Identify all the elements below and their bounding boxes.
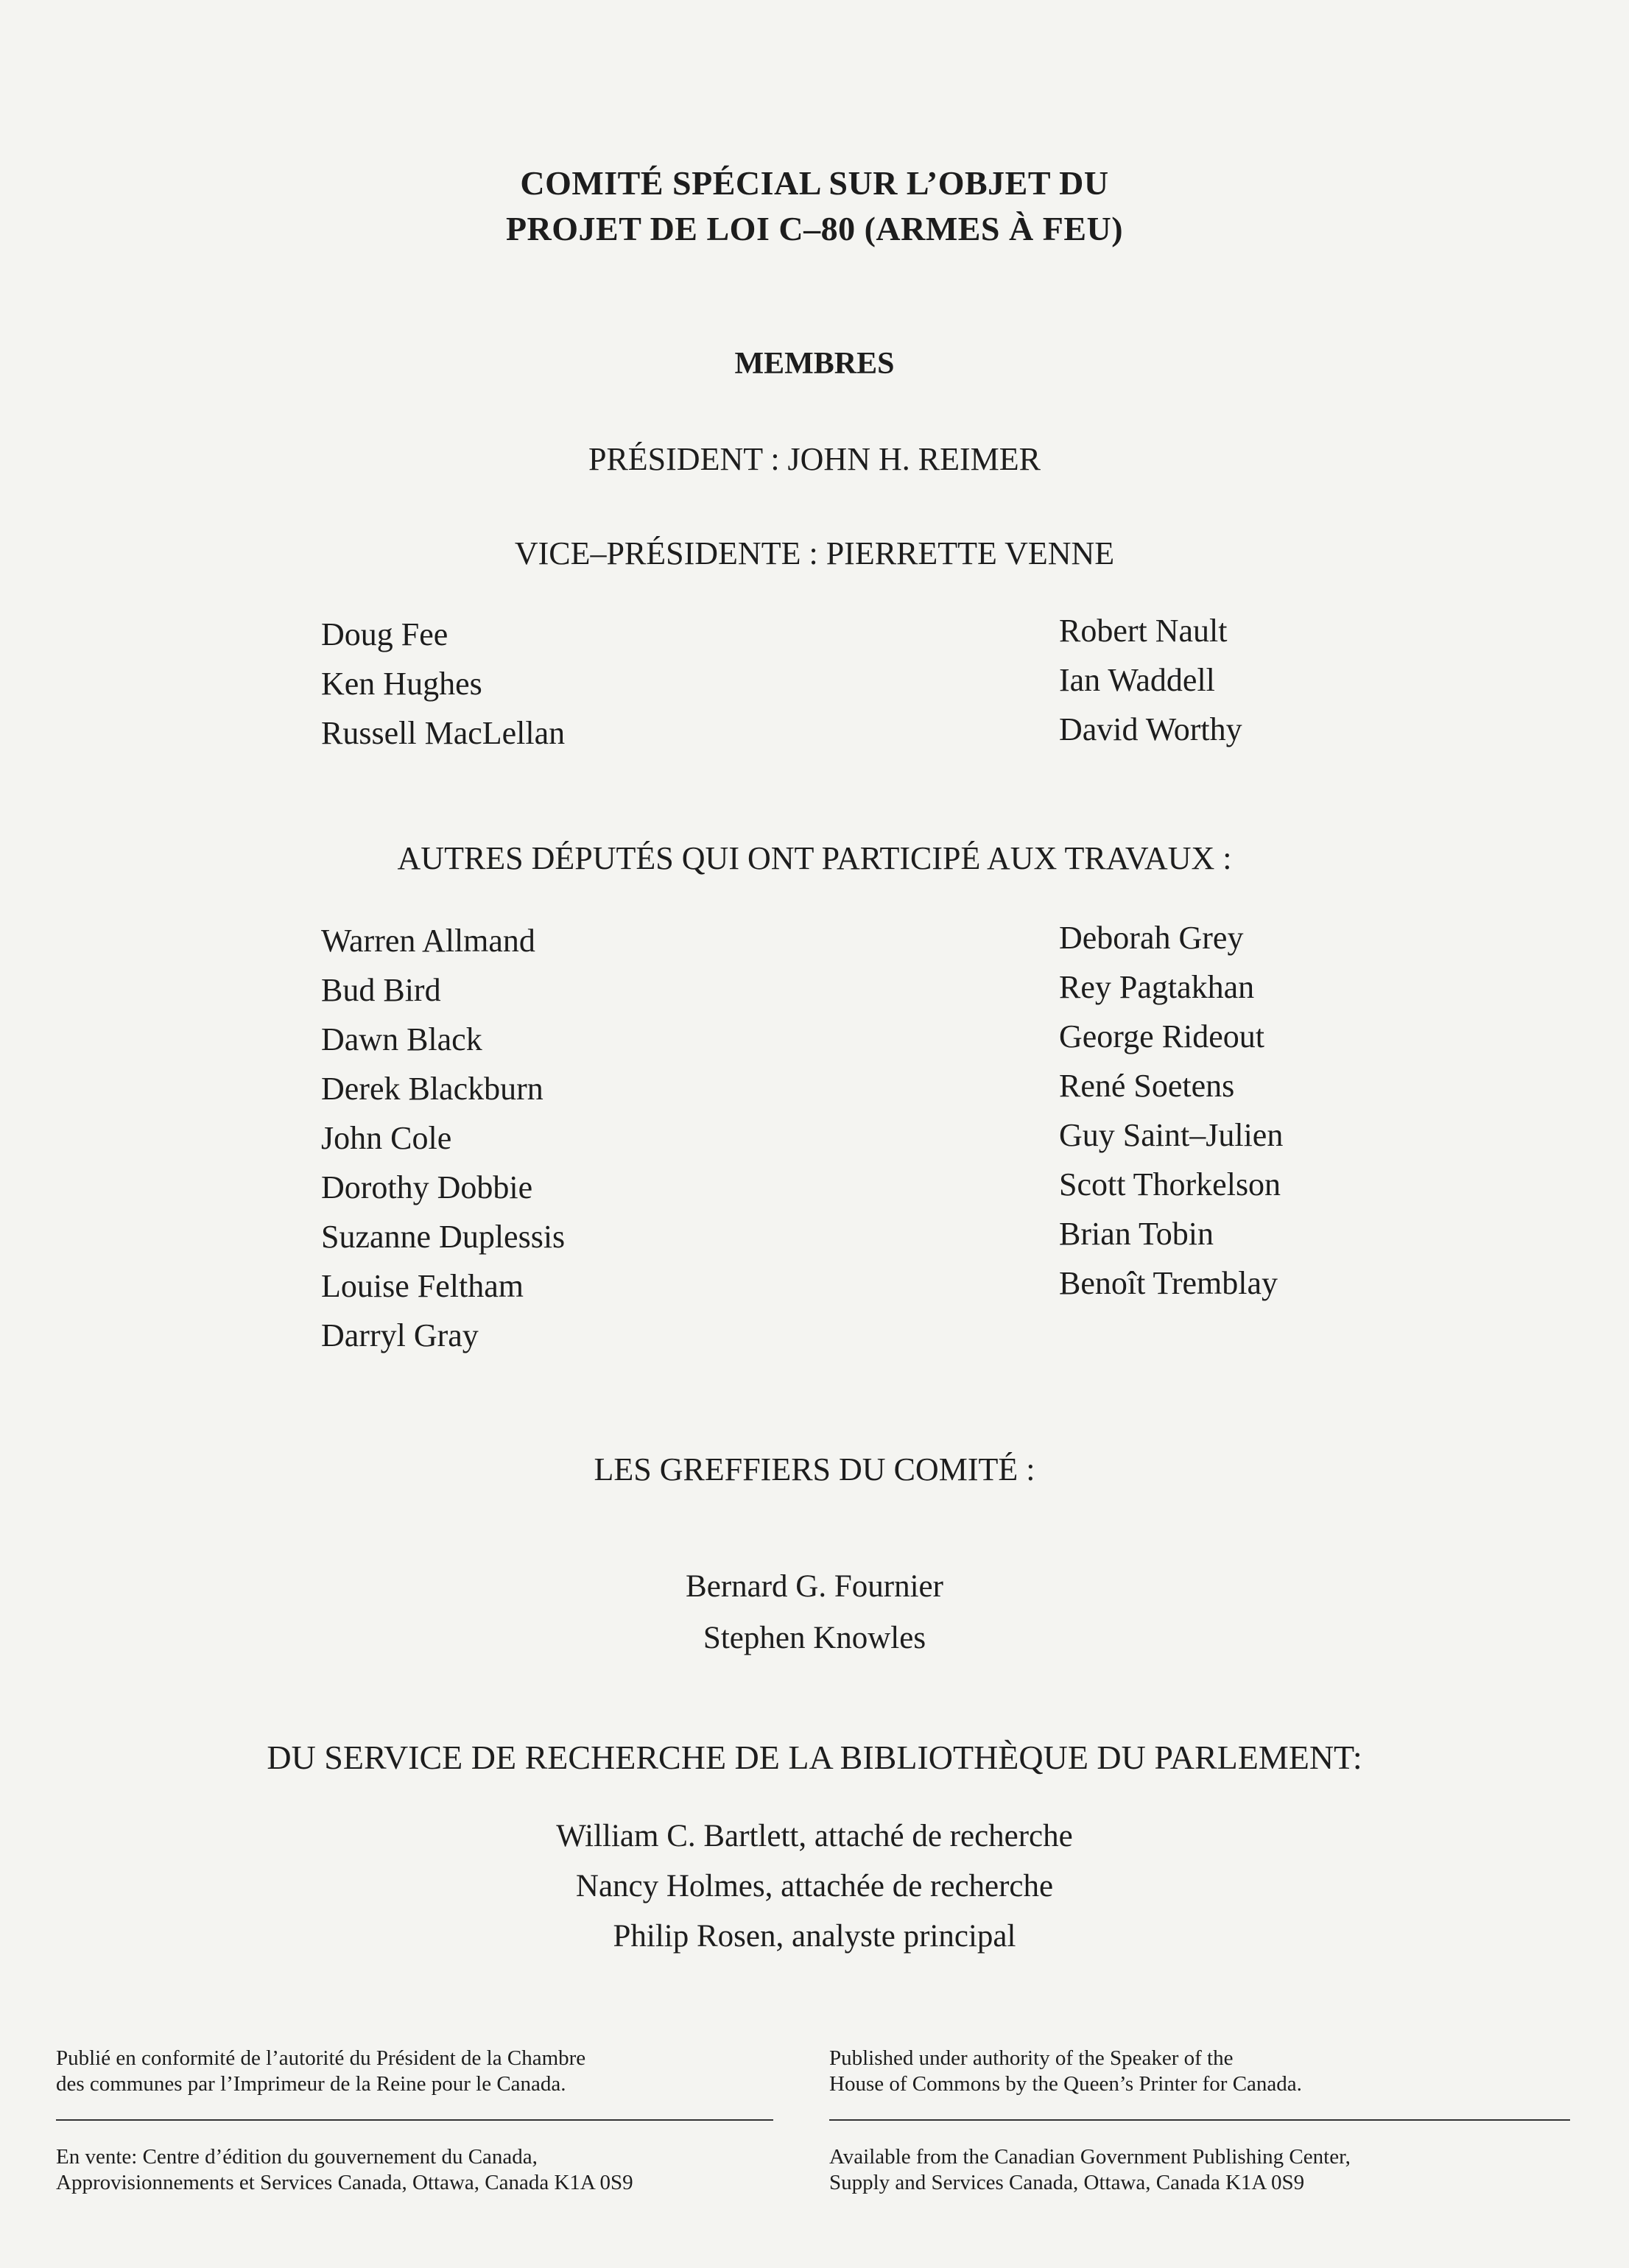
list-item: Deborah Grey: [1059, 920, 1244, 956]
footer-published-en: [829, 2046, 1536, 2097]
list-item: Warren Allmand: [321, 923, 535, 959]
clerks-heading: LES GREFFIERS DU COMITÉ :: [594, 1451, 1035, 1487]
committee-title-line-1: COMITÉ SPÉCIAL SUR L’OBJET DU: [520, 164, 1109, 202]
committee-title: [0, 161, 1629, 252]
other-members-heading: AUTRES DÉPUTÉS QUI ONT PARTICIPÉ AUX TRAVAUX :: [397, 840, 1232, 876]
list-item: René Soetens: [1059, 1068, 1235, 1104]
other-members-list-left: [321, 916, 565, 1360]
footer-line: Available from the Canadian Government Publishing Center,: [829, 2145, 1351, 2169]
list-item: Suzanne Duplessis: [321, 1219, 566, 1255]
list-item: Rey Pagtakhan: [1059, 969, 1255, 1005]
list-item: Bud Bird: [321, 972, 441, 1008]
list-item: Derek Blackburn: [321, 1071, 543, 1107]
list-item: Darryl Gray: [321, 1317, 479, 1353]
list-item: Brian Tobin: [1059, 1216, 1214, 1252]
president-line: PRÉSIDENT : JOHN H. REIMER: [588, 441, 1041, 477]
list-item: Benoît Tremblay: [1059, 1265, 1278, 1301]
footer-line: Supply and Services Canada, Ottawa, Canada K1A 0S9: [829, 2171, 1305, 2194]
members-list-right: [1059, 606, 1242, 754]
footer-published-fr: [56, 2046, 763, 2097]
clerks-list: [0, 1561, 1629, 1664]
members-list-left: [321, 610, 565, 758]
footer-line: En vente: Centre d’édition du gouvernement du Canada,: [56, 2145, 538, 2169]
committee-title-line-2: PROJET DE LOI C–80 (ARMES À FEU): [505, 210, 1124, 247]
list-item: David Worthy: [1059, 711, 1242, 747]
footer-divider-right: [829, 2119, 1570, 2121]
other-members-list-right: [1059, 913, 1283, 1308]
footer-line: Approvisionnements et Services Canada, Ottawa, Canada K1A 0S9: [56, 2171, 633, 2194]
list-item: Scott Thorkelson: [1059, 1166, 1281, 1202]
footer-line: House of Commons by the Queen’s Printer for Canada.: [829, 2072, 1302, 2096]
list-item: Philip Rosen, analyste principal: [613, 1919, 1016, 1954]
list-item: Doug Fee: [321, 616, 448, 652]
footer-sale-en: [829, 2144, 1536, 2196]
footer-divider-left: [56, 2119, 773, 2121]
list-item: Guy Saint–Julien: [1059, 1117, 1284, 1153]
members-heading: MEMBRES: [734, 347, 895, 381]
list-item: Stephen Knowles: [703, 1621, 926, 1655]
footer-sale-fr: [56, 2144, 763, 2196]
list-item: Dorothy Dobbie: [321, 1169, 533, 1205]
list-item: William C. Bartlett, attaché de recherche: [556, 1819, 1073, 1853]
list-item: Bernard G. Fournier: [686, 1569, 943, 1604]
footer-line: des communes par l’Imprimeur de la Reine pour le Canada.: [56, 2072, 566, 2096]
footer-line: Publié en conformité de l’autorité du Président de la Chambre: [56, 2046, 586, 2070]
list-item: Ian Waddell: [1059, 662, 1215, 698]
list-item: Robert Nault: [1059, 613, 1228, 649]
list-item: Nancy Holmes, attachée de recherche: [575, 1869, 1054, 1904]
research-list: [0, 1811, 1629, 1962]
footer-line: Published under authority of the Speaker of the: [829, 2046, 1234, 2070]
research-heading: DU SERVICE DE RECHERCHE DE LA BIBLIOTHÈQUE DU PARLEMENT:: [267, 1739, 1362, 1776]
list-item: Russell MacLellan: [321, 715, 566, 751]
vice-president-line: VICE–PRÉSIDENTE : PIERRETTE VENNE: [514, 535, 1115, 571]
list-item: Louise Feltham: [321, 1268, 524, 1304]
list-item: John Cole: [321, 1120, 452, 1156]
list-item: Dawn Black: [321, 1021, 482, 1057]
list-item: George Rideout: [1059, 1018, 1265, 1054]
list-item: Ken Hughes: [321, 666, 482, 702]
